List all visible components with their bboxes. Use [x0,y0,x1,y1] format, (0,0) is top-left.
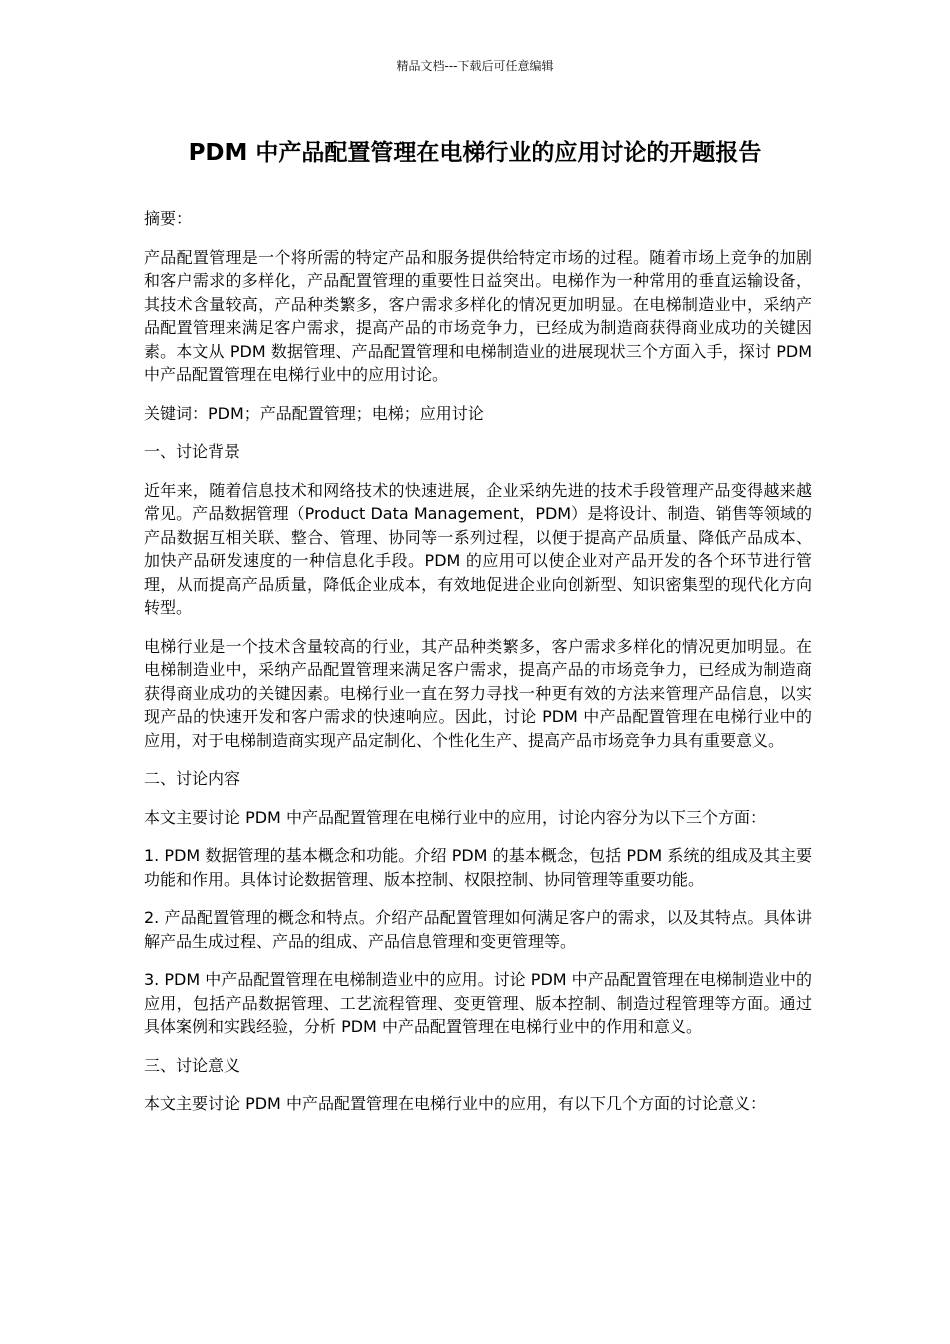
header-note: 精品文档---下载后可任意编辑 [396,59,554,73]
document-body [144,207,812,1131]
abstract-label: 摘要： [144,209,193,228]
content-item-3: 3. PDM 中产品配置管理在电梯制造业中的应用。讨论 PDM 中产品配置管理在电梯制造业中的应用，包括产品数据管理、工艺流程管理、变更管理、版本控制、制造过程管理等方面。通过具体案例和实践经验，分析 PDM 中产品配置管理在电梯行业中的作用和意义。 [144,970,812,1036]
background-paragraph-1: 近年来，随着信息技术和网络技术的快速进展，企业采纳先进的技术手段管理产品变得越来越常见。产品数据管理（Product Data Management，PDM）是将设计、制造、销售等领域的产品数据互相关联、整合、管理、协同等一系列过程，以便于提高产品质量、降低产品成本、加快产品研发速度的一种信息化手段。PDM 的应用可以使企业对产品开发的各个环节进行管理，从而提高产品质量，降低企业成本，有效地促进企业向创新型、知识密集型的现代化方向转型。 [144,480,812,617]
page-title: PDM 中产品配置管理在电梯行业的应用讨论的开题报告 [188,140,762,166]
abstract-paragraph: 产品配置管理是一个将所需的特定产品和服务提供给特定市场的过程。随着市场上竞争的加剧和客户需求的多样化，产品配置管理的重要性日益突出。电梯作为一种常用的垂直运输设备，其技术含量较高，产品种类繁多，客户需求多样化的情况更加明显。在电梯制造业中，采纳产品配置管理来满足客户需求，提高产品的市场竞争力，已经成为制造商获得商业成功的关键因素。本文从 PDM 数据管理、产品配置管理和电梯制造业的进展现状三个方面入手，探讨 PDM 中产品配置管理在电梯行业中的应用讨论。 [144,247,812,384]
content-item-2: 2. 产品配置管理的概念和特点。介绍产品配置管理如何满足客户的需求，以及其特点。具体讲解产品生成过程、产品的组成、产品信息管理和变更管理等。 [144,908,812,951]
section-heading-background: 一、讨论背景 [144,442,241,461]
keywords-paragraph: 关键词：PDM；产品配置管理；电梯；应用讨论 [144,403,484,423]
section-heading-content: 二、讨论内容 [144,769,241,788]
content-intro-paragraph: 本文主要讨论 PDM 中产品配置管理在电梯行业中的应用，讨论内容分为以下三个方面： [144,807,766,827]
section-heading-significance: 三、讨论意义 [144,1055,241,1075]
content-item-1: 1. PDM 数据管理的基本概念和功能。介绍 PDM 的基本概念，包括 PDM 系统的组成及其主要功能和作用。具体讨论数据管理、版本控制、权限控制、协同管理等重要功能。 [144,846,812,889]
background-paragraph-2: 电梯行业是一个技术含量较高的行业，其产品种类繁多，客户需求多样化的情况更加明显。在电梯制造业中，采纳产品配置管理来满足客户需求，提高产品的市场竞争力，已经成为制造商获得商业成功的关键因素。电梯行业一直在努力寻找一种更有效的方法来管理产品信息，以实现产品的快速开发和客户需求的快速响应。因此，讨论 PDM 中产品配置管理在电梯行业中的应用，对于电梯制造商实现产品定制化、个性化生产、提高产品市场竞争力具有重要意义。 [144,636,812,750]
significance-intro-paragraph: 本文主要讨论 PDM 中产品配置管理在电梯行业中的应用，有以下几个方面的讨论意义： [144,1094,766,1113]
